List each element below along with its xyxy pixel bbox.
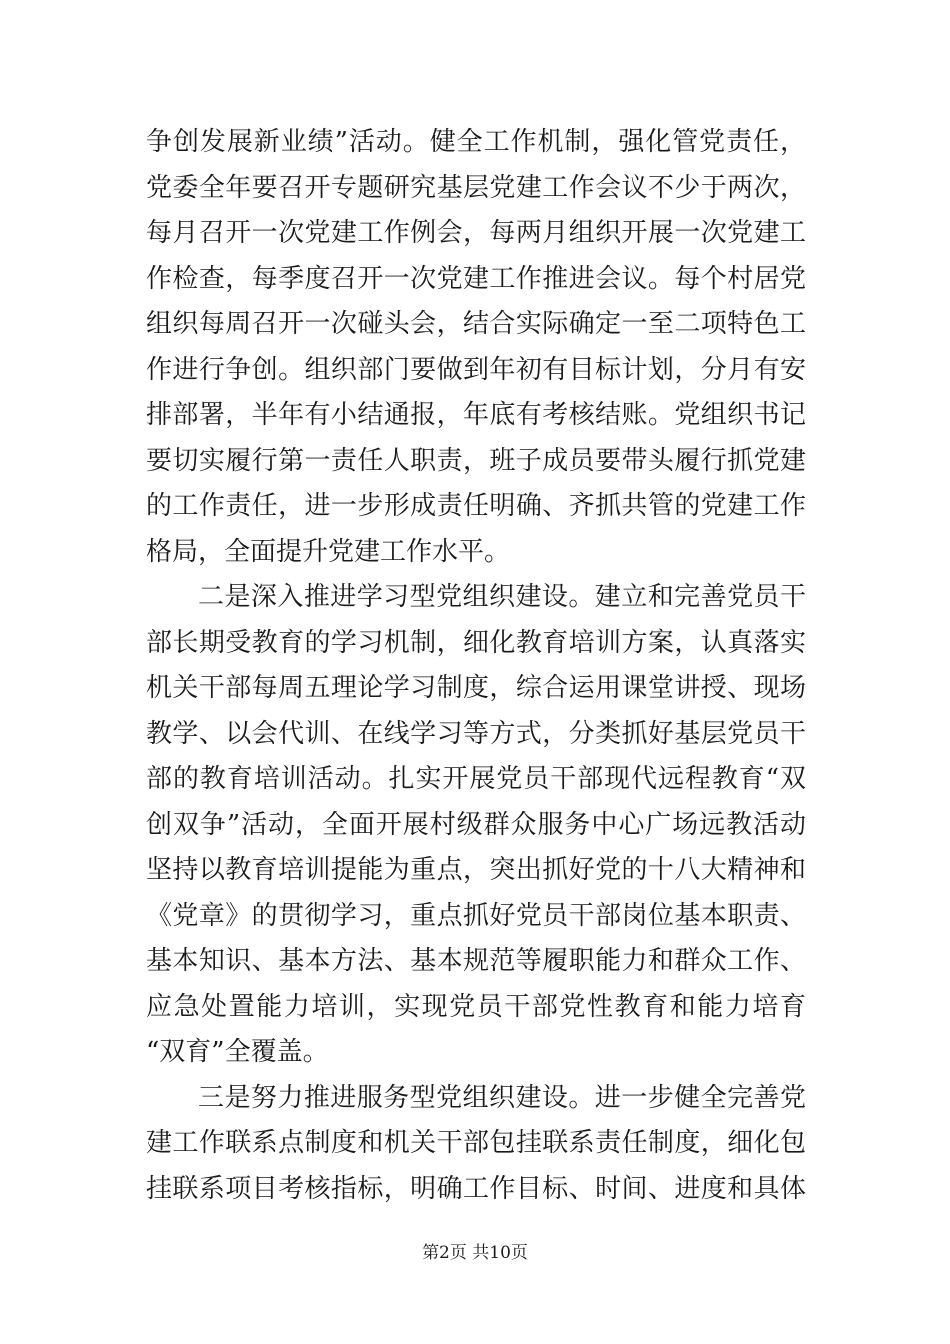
text-line: 《党章》的贯彻学习，重点抓好党员干部岗位基本职责、 [146,900,806,931]
paragraph-start-line: 二是深入推进学习型党组织建设。建立和完善党员干 [198,582,806,612]
text-line: 坚持以教育培训提能为重点，突出抓好党的十八大精神和 [146,855,806,885]
text-line: 创双争”活动，全面开展村级群众服务中心广场远教活动 [146,809,806,840]
text-line: 部的教育培训活动。扎实开展党员干部现代远程教育“双 [146,764,806,794]
text-line: 机关干部每周五理论学习制度，综合运用课堂讲授、现场 [146,673,806,703]
page-number-footer: 第2页 共10页 [422,1243,528,1263]
text-line: 格局，全面提升党建工作水平。 [146,536,511,567]
paragraph-start-line: 三是努力推进服务型党组织建设。进一步健全完善党 [198,1082,806,1113]
text-line: 党委全年要召开专题研究基层党建工作会议不少于两次， [146,172,806,203]
text-line: 建工作联系点制度和机关干部包挂联系责任制度，细化包 [146,1128,806,1158]
text-line: 应急处置能力培训，实现党员干部党性教育和能力培育 [146,991,806,1022]
text-line: 部长期受教育的学习机制，细化教育培训方案，认真落实 [146,627,806,658]
text-line: 要切实履行第一责任人职责，班子成员要带头履行抓党建 [146,445,806,476]
text-line: 作进行争创。组织部门要做到年初有目标计划，分月有安 [146,354,806,385]
text-line: “双育”全覆盖。 [146,1037,329,1067]
text-line: 的工作责任，进一步形成责任明确、齐抓共管的党建工作 [146,491,806,521]
text-line: 作检查，每季度召开一次党建工作推进会议。每个村居党 [146,263,806,294]
body-text [146,120,806,1212]
text-line: 组织每周召开一次碰头会，结合实际确定一至二项特色工 [146,309,806,339]
text-line: 教学、以会代训、在线学习等方式，分类抓好基层党员干 [146,718,806,749]
text-line: 基本知识、基本方法、基本规范等履职能力和群众工作、 [146,946,806,976]
text-line: 每月召开一次党建工作例会，每两月组织开展一次党建工 [146,218,806,248]
text-line: 争创发展新业绩”活动。健全工作机制，强化管党责任， [146,127,806,157]
text-line: 挂联系项目考核指标，明确工作目标、时间、进度和具体 [146,1173,806,1204]
text-line: 排部署，半年有小结通报，年底有考核结账。党组织书记 [146,400,806,430]
